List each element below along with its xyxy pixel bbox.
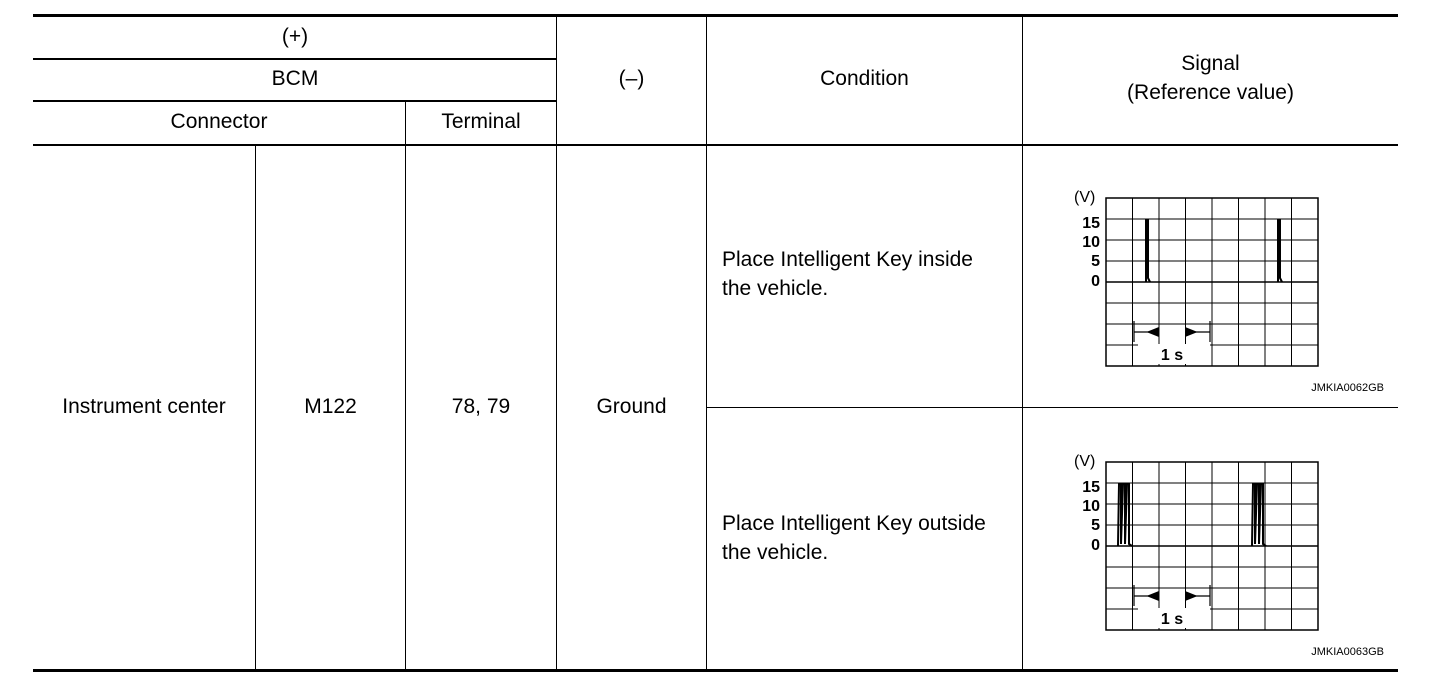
header-plus: (+) [281, 25, 309, 48]
col-divider-terminal [405, 101, 406, 670]
condition-separator [706, 407, 1398, 408]
waveform-inside [1060, 180, 1390, 400]
y-tick-0: 0 [1091, 273, 1100, 290]
header-connector: Connector [170, 110, 268, 133]
header-reference-value: (Reference value) [1127, 81, 1294, 104]
signal-trace [1118, 484, 1266, 546]
cell-location: Instrument center [62, 395, 226, 418]
condition-inside [722, 245, 973, 303]
condition-inside-line1: Place Intelligent Key inside [722, 248, 973, 271]
header-signal: Signal [1181, 52, 1240, 75]
waveform-outside [1060, 444, 1390, 664]
y-tick-10: 10 [1082, 234, 1100, 251]
condition-inside-line2: the vehicle. [722, 277, 829, 300]
condition-outside-line1: Place Intelligent Key outside [722, 512, 986, 535]
y-tick-0: 0 [1091, 537, 1100, 554]
rule-plus-bcm [33, 58, 557, 60]
header-bottom-rule [33, 144, 1398, 146]
oscilloscope-grid [1106, 462, 1318, 630]
y-tick-5: 5 [1091, 517, 1100, 534]
time-label: 1 s [1160, 611, 1184, 628]
figure-code: JMKIA0063GB [1311, 646, 1384, 658]
cell-terminals: 78, 79 [451, 395, 511, 418]
header-bcm: BCM [271, 67, 319, 90]
condition-outside [722, 509, 986, 567]
volt-unit-label: (V) [1074, 189, 1096, 206]
cell-ground: Ground [596, 395, 667, 418]
volt-unit-label: (V) [1074, 453, 1096, 470]
header-condition: Condition [820, 67, 909, 90]
figure-code: JMKIA0062GB [1311, 382, 1384, 394]
col-divider-condition [706, 16, 707, 670]
table-bottom-border [33, 669, 1398, 672]
y-tick-5: 5 [1091, 253, 1100, 270]
header-minus: (–) [618, 67, 645, 90]
rule-bcm-connector [33, 100, 557, 102]
condition-outside-line2: the vehicle. [722, 541, 829, 564]
col-divider-signal [1022, 16, 1023, 670]
y-tick-15: 15 [1082, 479, 1100, 496]
table-top-border [33, 14, 1398, 17]
cell-connector: M122 [304, 395, 357, 418]
oscilloscope-grid [1106, 198, 1318, 366]
signal-trace [1146, 220, 1282, 282]
y-tick-10: 10 [1082, 498, 1100, 515]
header-terminal: Terminal [441, 110, 521, 133]
time-label: 1 s [1160, 347, 1184, 364]
y-tick-15: 15 [1082, 215, 1100, 232]
